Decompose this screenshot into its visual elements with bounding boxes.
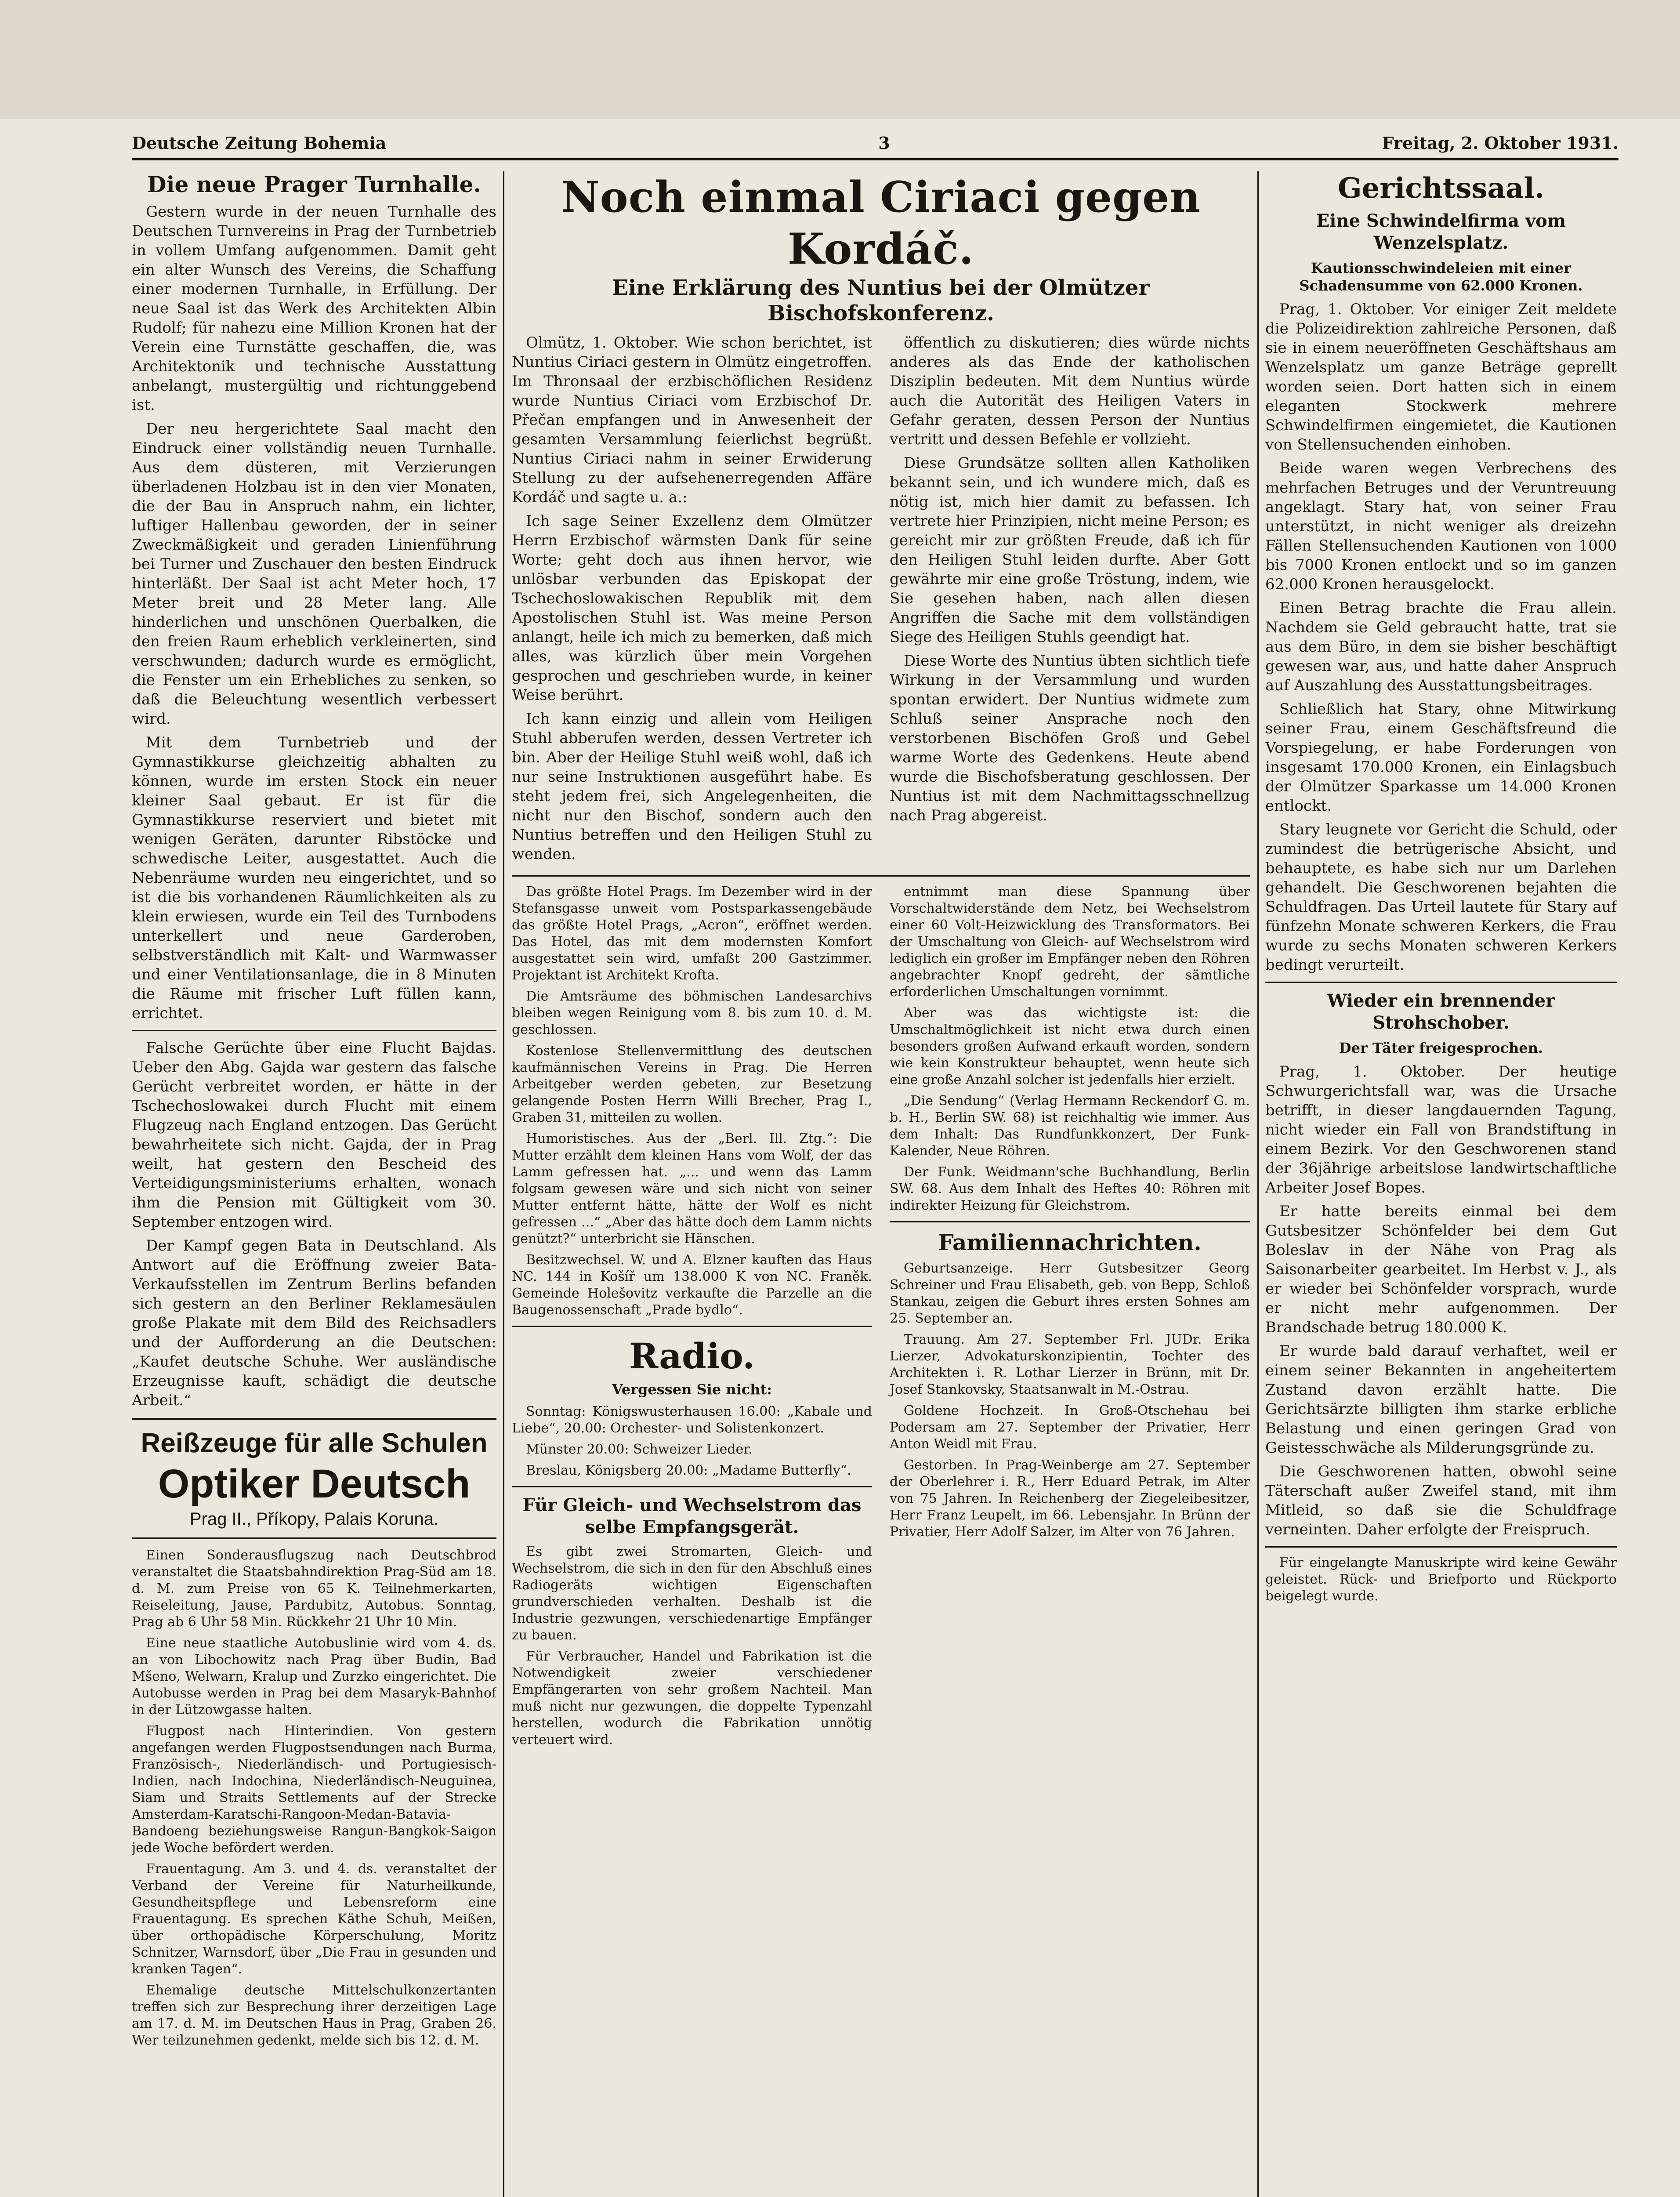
article-paragraph: Aber was das wichtigste ist: die Umschaltmöglichkeit ist nicht etwa durch einen besonders großen Aufwand erkauft worden, sondern wie kein Konstrukteur behauptet, wenn heute sich eine große Anzahl solcher ist jedenfalls hier erzielt.	[890, 1005, 1250, 1088]
article-paragraph: Einen Sonderausflugszug nach Deutschbrod veranstaltet die Staatsbahndirektion Prag-Süd am 18. d. M. zum Preise von 65 K. Teilnehmerkarten, Reiseleitung, Jause, Pardubitz, Autobus. Sonntag, Prag ab 6 Uhr 58 Min. Rückkehr 21 Uhr 10 Min.	[132, 1548, 496, 1630]
article-title-strohschober: Wieder ein brennender Strohschober.	[1327, 990, 1555, 1033]
divider	[890, 1221, 1250, 1222]
section-title-familiennachrichten: Familiennachrichten.	[938, 1229, 1202, 1255]
article-paragraph: Der Funk. Weidmann'sche Buchhandlung, Berlin SW. 68. Aus dem Inhalt des Heftes 40: Röhren mit indirekter Heizung für Gleichstrom.	[890, 1164, 1250, 1213]
article-paragraph: Schließlich hat Stary, ohne Mitwirkung seiner Frau, einem Geschäftsfreund die Vorspiegelung, er habe Forderungen von insgesamt 170.000 Kronen, ein Einlagsbuch der Olmützer Sparkasse um 14.000 Kronen entlockt.	[1265, 700, 1617, 815]
radio-listing: Breslau, Königsberg 20.00: „Madame Butterfly“.	[526, 1463, 851, 1478]
page-top-margin	[0, 0, 1680, 119]
radio-subheading: Vergessen Sie nicht:	[612, 1381, 772, 1398]
subheadline-ciriaci: Eine Erklärung des Nuntius bei der Olmützer Bischofskonferenz.	[612, 276, 1150, 326]
headline-ciriaci: Noch einmal Ciriaci gegen Kordáč.	[561, 172, 1201, 274]
article-ciriaci	[512, 333, 1250, 868]
article-paragraph: Beide waren wegen Verbrechens des mehrfachen Betruges und der Veruntreuung angeklagt. Stary hat, von seiner Frau unterstützt, in nicht weniger als dreizehn Fällen Stellensuchenden Kautionen von 1000 bis 7000 Kronen entlockt und so im ganzen 62.000 Kronen herausgelockt.	[1265, 460, 1617, 593]
article-paragraph: Ehemalige deutsche Mittelschulkonzertanten treffen sich zur Besprechung ihrer derzeitigen Lage am 17. d. M. im Deutschen Haus in Prag, Graben 26. Wer teilzunehmen gedenkt, melde sich bis 12. d. M.	[132, 1983, 496, 2048]
column-center	[512, 171, 1250, 2197]
family-notice: Goldene Hochzeit. In Groß-Otschehau bei Podersam am 27. September der Privatier, Herr Anton Weidl mit Frau.	[890, 1403, 1250, 1452]
article-paragraph: Mit dem Turnbetrieb und der Gymnastikkurse gleichzeitig abhalten zu können, wurde im ersten Stock ein neuer kleiner Saal gebaut. Er ist für die Gymnastikkurse reserviert und bietet mit wenigen Geräten, darunter Ribstöcke und schwedische Leiter, ausgestattet. Auch die Nebenräume wurden neu eingerichtet, und so ist die bis vorhandenen Räumlichkeiten als zu klein erwiesen, wurde ein Teil des Turnbodens unterkellert und neue Garderoben, selbstverständlich mit Kalt- und Warmwasser und einer Ventilationsanlage, die in 8 Minuten die Räume mit frischer Luft füllen kann, errichtet.	[132, 734, 496, 1022]
family-notice: Trauung. Am 27. September Frl. JUDr. Erika Lierzer, Advokaturskonzipientin, Tochter des Architekten i. R. Lothar Lierzer in Brünn, mit Dr. Josef Stankovsky, Staatsanwalt in M.-Ostrau.	[890, 1332, 1250, 1397]
column-left	[132, 171, 496, 2197]
article-paragraph: Die Geschworenen hatten, obwohl seine Täterschaft außer Zweifel stand, mit ihm Mitleid, so daß sie die Schuldfrage verneinten. Daher erfolgte der Freispruch.	[1265, 1463, 1617, 1538]
article-paragraph: Falsche Gerüchte über eine Flucht Bajdas. Ueber den Abg. Gajda war gestern das falsche Gerücht verbreitet worden, er hätte in der Tschechoslowakei durch Flucht mit einem Flugzeug nach England entzogen. Das Gerücht bewahrheitete sich nicht. Gajda, der in Prag weilt, hat gestern den Bescheid des Verteidigungsministeriums erhalten, wonach ihm die Pension mit Gültigkeit vom 30. September entzogen wird.	[132, 1039, 496, 1231]
family-notice: Geburtsanzeige. Herr Gutsbesitzer Georg Schreiner und Frau Elisabeth, geb. von Bepp, Schloß Stankau, zeigen die Geburt ihres ersten Sohnes am 25. September an.	[890, 1261, 1250, 1326]
article-title-schwindelfirma: Eine Schwindelfirma vom Wenzelsplatz.	[1316, 210, 1566, 253]
issue-date: Freitag, 2. Oktober 1931.	[1382, 133, 1618, 153]
section-title-radio: Radio.	[629, 1335, 755, 1377]
article-paragraph: Humoristisches. Aus der „Berl. Ill. Ztg.“: Die Mutter erzählt dem kleinen Hans vom Wolf, der das Lamm gefressen hat. „... und wenn das Lamm folgsam gewesen wäre und sich nicht von seiner Mutter entfernt hätte, hätte der Wolf es nicht gefressen ...“ „Aber das hätte doch dem Lamm nichts genützt?“ unterbricht sie Hänschen.	[512, 1131, 872, 1247]
article-paragraph: Ich sage Seiner Exzellenz dem Olmützer Herrn Erzbischof wärmsten Dank für seine Worte; geht doch aus ihnen hervor, wie unlösbar verbunden das Episkopat der Tschechoslowakischen Republik mit dem Apostolischen Stuhl ist. Was meine Person anlangt, heile ich mich zu bemerken, daß mich alles, was kürzlich über mein Vorgehen gesprochen und geschrieben wurde, in keiner Weise berührt.	[512, 512, 872, 704]
news-lower-section	[512, 884, 1250, 1753]
section-title-gerichtssaal: Gerichtssaal.	[1337, 172, 1545, 205]
article-paragraph: Die Amtsräume des böhmischen Landesarchivs bleiben wegen Reinigung vom 8. bis zum 10. d. M. geschlossen.	[512, 989, 872, 1037]
page-number: 3	[878, 133, 890, 153]
divider	[512, 1326, 872, 1327]
article-paragraph: Frauentagung. Am 3. und 4. ds. veranstaltet der Verband der Vereine für Naturheilkunde, Gesundheitspflege und Lebensreform eine Frauentagung. Es sprechen Käthe Schuh, Meißen, über orthopädische Körperschulung, Moritz Schnitzer, Warnsdorf, über „Die Frau in gesunden und kranken Tagen“.	[132, 1861, 496, 1977]
article-paragraph: Er hatte bereits einmal bei dem Gutsbesitzer Schönfelder bei dem Gut Boleslav in der Nähe von Prag als Saisonarbeiter gearbeitet. Im Herbst v. J., als er wieder bei Schönfelder vorsprach, wurde er nicht mehr aufgenommen. Der Brandschade betrug 180.000 K.	[1265, 1203, 1617, 1336]
article-paragraph: Prag, 1. Oktober. Der heutige Schwurgerichtsfall war, was die Ursache betrifft, in dieser langdauernden Tagung, nicht wieder ein Fall von Brandstiftung in einem Bezirk. Vor den Geschworenen stand der 36jährige arbeitslose landwirtschaftliche Arbeiter Josef Bopes.	[1265, 1063, 1617, 1196]
radio-listing: Münster 20.00: Schweizer Lieder.	[526, 1442, 753, 1457]
article-paragraph: Das größte Hotel Prags. Im Dezember wird in der Stefansgasse unweit vom Postsparkassengebäude das größte Hotel Prags, „Acron“, eröffnet werden. Das Hotel, das mit dem modernsten Komfort ausgestattet sein wird, umfaßt 200 Gastzimmer. Projektant ist Architekt Krofta.	[512, 884, 872, 983]
article-paragraph: Olmütz, 1. Oktober. Wie schon berichtet, ist Nuntius Ciriaci gestern in Olmütz eingetroffen. Im Thronsaal der erzbischöflichen Residenz wurde Nuntius Ciriaci vom Erzbischof Dr. Přečan empfangen und in Anwesenheit der gesamten Versammlung feierlichst begrüßt. Nuntius Ciriaci nahm in seiner Erwiderung Stellung zu der aufsehenerregenden Affäre Kordáč und sagte u. a.:	[512, 334, 872, 506]
ad-headline: Reißzeuge für alle Schulen	[141, 1428, 488, 1458]
article-paragraph: Der neu hergerichtete Saal macht den Eindruck einer vollständig neuen Turnhalle. Aus dem düsteren, mit Verzierungen überladenen Holzbau ist in den vier Monaten, die der Bau in Anspruch nahm, ein lichter, luftiger Hallenbau geworden, der in seiner Zweckmäßigkeit und geraden Linienführung bei Turner und Zuschauer den besten Eindruck hinterläßt. Der Saal ist acht Meter hoch, 17 Meter breit und 28 Meter lang. Alle hinderlichen und unschönen Querbalken, die den freien Raum erheblich verkleinerten, sind verschwunden; dadurch wurde es ermöglicht, die Fenster um ein Erhebliches zu senken, so daß die Beleuchtung wesentlich verbessert wird.	[132, 420, 496, 728]
radio-listing: Sonntag: Königswusterhausen 16.00: „Kabale und Liebe“, 20.00: Orchester- und Solistenkonzert.	[512, 1404, 872, 1436]
family-notice: Gestorben. In Prag-Weinberge am 27. September der Oberlehrer i. R., Herr Eduard Petrak, im Alter von 75 Jahren. In Reichenberg der Ziegeleibesitzer, Herr Franz Leupelt, im 66. Lebensjahr. In Brünn der Privatier, Herr Adolf Salzer, im Alter von 76 Jahren.	[890, 1457, 1250, 1540]
article-paragraph: Stary leugnete vor Gericht die Schuld, oder zumindest die betrügerische Absicht, und behauptete, es habe sich nur um Darlehen gehandelt. Die Geschworenen bejahten die Schuldfragen. Das Urteil lautete für Stary auf fünfzehn Monate schweren Kerkers, die Frau wurde zu sechs Monaten schweren Kerkers bedingt verurteilt.	[1265, 821, 1617, 974]
article-paragraph: Er wurde bald darauf verhaftet, weil er einem seiner Bekannten in angeheitertem Zustand davon erzählt hatte. Die Gerichtsärzte billigten ihm starke erbliche Belastung und einen geringen Grad von Geistesschwäche als Milderungsgründe zu.	[1265, 1342, 1617, 1457]
ad-address: Prag II., Příkopy, Palais Koruna.	[189, 1509, 439, 1529]
article-paragraph: „Die Sendung“ (Verlag Hermann Reckendorf G. m. b. H., Berlin SW. 68) ist reichhaltig wie immer. Aus dem Inhalt: Das Rundfunkkonzert, Der Funk-Kalender, Neue Röhren.	[890, 1093, 1250, 1159]
column-right	[1265, 171, 1617, 2197]
article-paragraph: Kostenlose Stellenvermittlung des deutschen kaufmännischen Vereins in Prag. Die Herren Arbeitgeber werden gebeten, zur Besetzung gelangende Posten Herrn Willi Brecher, Prag I., Graben 31, mitteilen zu wollen.	[512, 1043, 872, 1125]
editorial-note: Für eingelangte Manuskripte wird keine Gewähr geleistet. Rück- und Briefporto und Rückporto beigelegt wurde.	[1265, 1555, 1617, 1604]
divider	[132, 1030, 496, 1031]
article-subtitle: Der Täter freigesprochen.	[1339, 1040, 1543, 1056]
column-rule-right	[1257, 171, 1259, 2197]
article-paragraph: Der Kampf gegen Bata in Deutschland. Als Antwort auf die Eröffnung zweier Bata-Verkaufsstellen im Zentrum Berlins befanden sich gestern an den Berliner Reklamesäulen große Plakate mit dem Bild des Reichsadlers und der Aufforderung an die Deutschen: „Kaufet deutsche Schuhe. Wer ausländische Erzeugnisse kauft, schädigt die deutsche Arbeit.“	[132, 1237, 496, 1409]
article-paragraph: Eine neue staatliche Autobuslinie wird vom 4. ds. an von Libochowitz nach Prag über Budin, Bad Mšeno, Welwarn, Kralup und Zurzko eingerichtet. Die Autobusse werden in Prag bei dem Masaryk-Bahnhof in der Lützowgasse halten.	[132, 1635, 496, 1718]
divider	[1265, 1546, 1617, 1548]
advertisement-optiker-deutsch	[132, 1418, 496, 1539]
article-subtitle: Kautionsschwindeleien mit einer Schadensumme von 62.000 Kronen.	[1299, 260, 1583, 294]
article-paragraph: Prag, 1. Oktober. Vor einiger Zeit meldete die Polizeidirektion zahlreiche Personen, daß sie in einem neueröffneten Geschäftshaus am Wenzelsplatz um ganze Beträge geprellt worden seien. Dort hatten sich in einem eleganten Stockwerk mehrere Schwindelfirmen eingemietet, die Kautionen von Stellensuchenden einhoben.	[1265, 301, 1617, 453]
article-paragraph: entnimmt man diese Spannung über Vorschaltwiderstände dem Netz, bei Wechselstrom einer 60 Volt-Heizwicklung des Transformators. Bei der Umschaltung von Gleich- auf Wechselstrom wird lediglich ein großer im Empfänger neben den Röhren angebrachter Knopf gedreht, der sämtliche erforderlichen Umschaltungen vornimmt.	[890, 884, 1250, 1000]
column-rule-left	[503, 171, 504, 2197]
page-header	[132, 127, 1618, 160]
article-title-turnhalle: Die neue Prager Turnhalle.	[147, 171, 481, 197]
article-paragraph: Für Verbraucher, Handel und Fabrikation ist die Notwendigkeit zweier verschiedener Empfängerarten von sehr großem Nachteil. Man muß nicht nur gezwungen, die doppelte Typenzahl herstellen, wodurch die Fabrikation unnötig verteuert wird.	[512, 1649, 872, 1747]
divider	[1265, 982, 1617, 983]
article-paragraph: Es gibt zwei Stromarten, Gleich- und Wechselstrom, die sich in den für den Abschluß eines Radiogeräts wichtigen Eigenschaften grundverschieden verhalten. Deshalb ist die Industrie gezwungen, verschiedenartige Empfänger zu bauen.	[512, 1544, 872, 1643]
divider	[512, 875, 1250, 877]
article-paragraph: Diese Worte des Nuntius übten sichtlich tiefe Wirkung in der Versammlung und wurden spontan erwidert. Der Nuntius widmete zum Schluß seiner Ansprache noch den verstorbenen Bischöfen Groß und Gebel warme Worte des Gedenkens. Heute abend wurde die Bischofsberatung geschlossen. Der Nuntius ist mit dem Nachmittagsschnellzug nach Prag abgereist.	[890, 652, 1250, 824]
article-paragraph: Einen Betrag brachte die Frau allein. Nachdem sie Geld gebraucht hatte, trat sie aus dem Büro, in dem sie bisher beschäftigt gewesen war, aus, und hatte daher Anspruch auf Auszahlung des Ausstattungsbeitrages.	[1265, 599, 1617, 694]
article-paragraph: Flugpost nach Hinterindien. Von gestern angefangen werden Flugpostsendungen nach Burma, Französisch-, Niederländisch- und Portugiesisch-Indien, nach Indochina, Niederländisch-Neuguinea, Siam und Straits Settlements auf der Strecke Amsterdam-Karatschi-Rangoon-Medan-Batavia-Bandoeng beziehungsweise Rangun-Bangkok-Saigon jede Woche befördert werden.	[132, 1723, 496, 1856]
article-paragraph: öffentlich zu diskutieren; dies würde nichts anderes als das Ende der katholischen Disziplin bedeuten. Mit dem Nuntius würde auch die Autorität des Heiligen Vaters in Gefahr geraten, dessen Person der Nuntius vertritt und dessen Befehle er vollzieht.	[890, 334, 1250, 448]
article-paragraph: Diese Grundsätze sollten allen Katholiken bekannt sein, und ich wundere mich, daß es nötig ist, mich hier damit zu befassen. Ich vertrete hier Prinzipien, nicht meine Person; es gereicht mir zur größten Freude, daß ich für den Heiligen Stuhl leiden durfte. Aber Gott gewährte mir eine große Tröstung, indem, wie Sie gesehen haben, nach allen diesen Angriffen die Sache mit dem vollständigen Siege des Heiligen Stuhls geendigt hat.	[890, 454, 1250, 646]
divider	[512, 1486, 872, 1487]
article-paragraph: Ich kann einzig und allein vom Heiligen Stuhl abberufen werden, dessen Vertreter ich bin. Aber der Heilige Stuhl weiß wohl, daß ich nur seine Instruktionen ausgeführt habe. Es steht jedem frei, sich Angelegenheiten, die nicht nur den Bischof, sondern auch den Nuntius betreffen und den Heiligen Stuhl zu wenden.	[512, 710, 872, 863]
article-paragraph: Gestern wurde in der neuen Turnhalle des Deutschen Turnvereins in Prag der Turnbetrieb in vollem Umfang aufgenommen. Damit geht ein alter Wunsch des Vereins, die Schaffung einer modernen Turnhalle, in Erfüllung. Der neue Saal ist das Werk des Architekten Albin Rudolf; für nahezu eine Million Kronen hat der Verein eine Turnstätte geschaffen, die, was Architektonik und technische Ausstattung anbelangt, mustergültig und richtunggebend ist.	[132, 203, 496, 414]
ad-company: Optiker Deutsch	[158, 1461, 471, 1506]
article-title-gleichstrom: Für Gleich- und Wechselstrom das selbe Empfangsgerät.	[522, 1495, 862, 1537]
article-paragraph: Besitzwechsel. W. und A. Elzner kauften das Haus NC. 144 in Košíř um 138.000 K von NC. Franěk. Gemeinde Holešovitz verkaufte die Parzelle an die Baugenossenschaft „Prade bydlo“.	[512, 1252, 872, 1318]
newspaper-name: Deutsche Zeitung Bohemia	[132, 133, 387, 153]
